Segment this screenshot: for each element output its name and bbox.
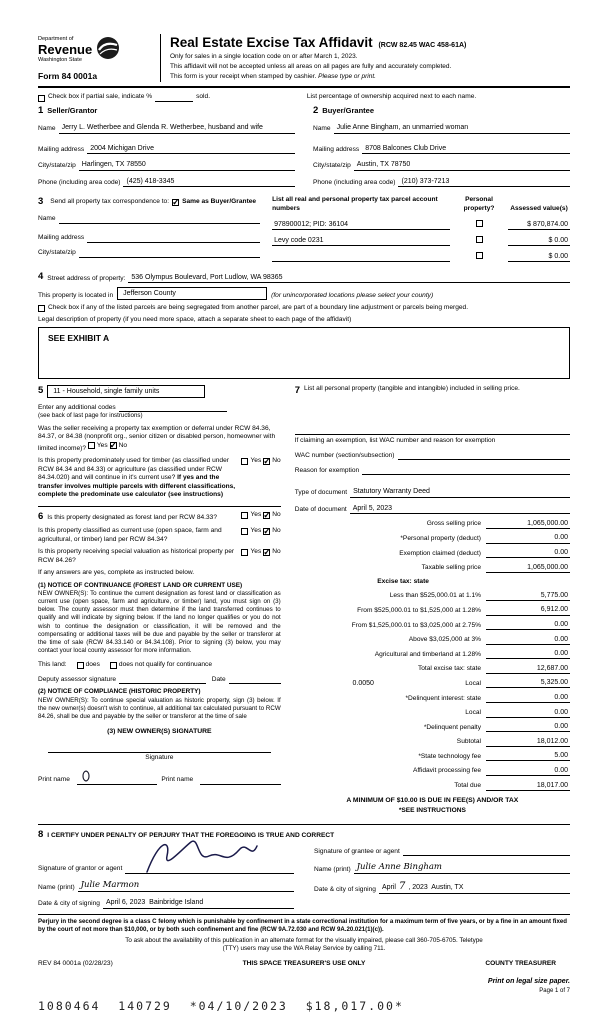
seller-name-input[interactable] [59,123,295,134]
street-address-value: 536 Olympus Boulevard, Port Ludlow, WA 98365 [131,273,283,281]
section-3-number: 3 [38,196,44,208]
new-owner-print-name-input[interactable] [77,769,157,785]
grantor-signature-scribble [139,832,259,876]
land-does-checkbox[interactable] [77,662,84,669]
type-of-document-label: Type of document [294,489,348,497]
header-note-3 [170,73,570,81]
legal-description-box[interactable] [38,327,570,379]
delinquent-interest-state-value[interactable]: 0.00 [486,693,570,703]
buyer-mailing-label: Mailing address [313,145,360,153]
state-technology-fee-value[interactable]: 5.00 [486,751,570,761]
page-title: Real Estate Excise Tax Affidavit [170,35,373,50]
seller-phone-input[interactable] [123,177,295,188]
gross-selling-price-value[interactable]: 1,065,000.00 [486,519,570,529]
grantee-date-rest: , 2023 Austin, TX [408,884,464,892]
grantee-date-month: April [381,884,396,892]
correspondence-label: Send all property tax correspondence to: [50,198,170,206]
delinquent-interest-local-value[interactable]: 0.00 [486,708,570,718]
s6-q2-no-checkbox[interactable] [263,528,270,535]
s6-q3-yes-checkbox[interactable] [241,549,248,556]
no-label: No [272,527,281,535]
buyer-name-input[interactable] [334,123,570,134]
parcel-1-personal-checkbox[interactable] [476,220,483,227]
this-land-label: This land: [38,660,67,668]
treasurer-space-label: THIS SPACE TREASURER'S USE ONLY [242,959,366,967]
section-3 [38,196,570,261]
local-tax-value[interactable]: 5,325.00 [486,678,570,688]
print-on-legal-note: Print on legal size paper. [487,978,570,986]
section-7-number: 7 [294,385,300,397]
tier-1-label: Less than $525,000.01 at 1.1% [389,592,481,600]
no-label: No [272,510,281,518]
new-owner-signature-label: Signature [145,753,174,761]
deputy-assessor-label: Deputy assessor signature [38,675,117,683]
legal-description-value: SEE EXHIBIT A [48,333,110,344]
s6-q2-yes-checkbox[interactable] [241,528,248,535]
perjury-lead: Perjury in the second degree [38,917,122,925]
buyer-phone-input[interactable] [398,177,570,188]
taxable-selling-price-value[interactable]: 1,065,000.00 [486,563,570,573]
personal-property-column-header: Personal property? [463,196,495,212]
parcel-2-personal-checkbox[interactable] [476,236,483,243]
s5-question-2 [38,457,241,500]
grantee-date-input[interactable] [379,880,570,894]
s5-q1-no-checkbox[interactable] [110,442,117,449]
grantee-signing-block [314,841,570,908]
additional-codes-label: Enter any additional codes [38,403,116,411]
seller-mailing-label: Mailing address [38,145,85,153]
delinquent-penalty-label: *Delinquent penalty [423,723,481,731]
local-rate-value: 0.0050 [352,680,374,688]
grantee-date-handwritten-day: 7 [398,881,406,893]
s5-q1-yes-checkbox[interactable] [88,442,95,449]
street-address-input[interactable] [128,273,570,284]
s6-question-3-text: Is this property receiving special valuation as historical property per RCW 84.26? [38,548,235,564]
parcel-table [272,196,570,261]
wac-number-input[interactable] [398,451,571,460]
grantor-name-input[interactable] [78,880,294,892]
deputy-date-label: Date [211,675,226,683]
print-instructions [38,977,570,995]
grantor-name-value: Julie Marmon [80,880,140,891]
deputy-assessor-signature-input[interactable] [119,675,206,684]
legal-description-label: Legal description of property (if you need more space, attach a separate sheet to each page of the affidavit) [38,315,352,323]
total-excise-state-label: Total excise tax: state [417,665,481,673]
no-label: No [118,441,128,449]
s5-q2-yes-checkbox[interactable] [241,458,248,465]
s5-question-1-text: Was the seller receiving a property tax exemption or deferral under RCW 84.36, 84.37, or 84.38 (nonprofit org., senior citizen or disabled person, homeowner with limited income)? [38,424,276,452]
yes-label: Yes [250,548,262,556]
print-name-label: Print name [161,776,194,784]
grantee-name-value: Julie Anne Bingham [356,862,442,873]
assessed-value-column-header: Assessed value(s) [510,204,568,212]
personal-property-deduct-value[interactable]: 0.00 [486,533,570,543]
partial-sale-row [38,93,570,102]
tier-3-label: From $1,525,000.01 to $3,025,000 at 2.75% [351,621,481,629]
seller-mailing-value: 2004 Michigan Drive [90,144,154,152]
partial-sold-label: sold. [196,93,211,101]
title-rcw-reference: (RCW 82.45 WAC 458-61A) [378,42,467,49]
grantor-signature-label: Signature of grantor or agent [38,865,123,873]
parcel-number-input[interactable] [272,253,450,262]
affidavit-processing-fee-label: Affidavit processing fee [412,767,481,775]
yes-label: Yes [96,441,108,449]
county-select[interactable]: Jefferson County [117,287,267,300]
property-class-select[interactable]: 11 - Household, single family units [47,385,205,398]
buyer-csz-label: City/state/zip [313,162,351,170]
section-8-number: 8 [38,829,44,841]
personal-property-label: List all personal property (tangible and intangible) included in selling price. [303,385,520,393]
affidavit-processing-fee-value[interactable]: 0.00 [486,766,570,776]
s5-question-1 [38,425,281,453]
buyer-column [313,105,570,188]
seller-phone-value: (425) 418-3345 [126,177,175,185]
parcel-column-header: List all real and personal property tax parcel account numbers [272,196,438,212]
corr-name-input[interactable] [59,215,260,224]
rev-form-id: REV 84 0001a (02/28/23) [38,959,113,967]
no-label: No [272,548,281,556]
total-due-value[interactable]: 18,017.00 [486,781,570,791]
section-4 [38,271,570,380]
s6-question-1 [38,511,241,523]
agency-state: Washington State [38,56,82,63]
seller-name-label: Name [38,125,56,133]
buyer-phone-value: (210) 373-7213 [401,177,450,185]
personal-property-deduct-label: *Personal property (deduct) [400,535,481,542]
buyer-csz-value: Austin, TX 78750 [356,161,411,169]
section-6-divider [38,506,281,507]
tier-2-value[interactable]: 6,912.00 [486,605,570,615]
section-5-number: 5 [38,385,44,397]
exemption-divider [295,434,570,435]
header [38,34,570,82]
grantor-date-input[interactable] [103,898,294,909]
county-treasurer-label: COUNTY TREASURER [485,959,556,967]
notice-continuance-heading: (1) NOTICE OF CONTINUANCE (FOREST LAND OR CURRENT USE) [38,581,243,589]
buyer-mailing-value: 8708 Balcones Club Drive [365,144,447,152]
total-excise-state-value[interactable]: 12,687.00 [486,664,570,674]
section-6-number: 6 [38,510,44,522]
parcel-number-input[interactable]: Levy code 0231 [272,236,450,246]
agency-block [38,34,160,82]
new-owner-signature-line[interactable] [48,741,271,753]
date-of-document-label: Date of document [294,505,347,513]
right-column [291,385,570,816]
excise-tax-state-heading: Excise tax: state [377,577,429,585]
corr-mailing-label: Mailing address [38,234,85,242]
tier-3-value[interactable]: 0.00 [486,620,570,630]
additional-codes-note: (see back of last page for instructions) [38,412,143,420]
section-4-number: 4 [38,270,44,282]
parcel-row [272,252,570,262]
seller-csz-label: City/state/zip [38,162,76,170]
correspondence-block [38,196,272,261]
buyer-mailing-input[interactable] [362,144,570,155]
perjury-notice [38,914,570,934]
s5-q2-no-checkbox[interactable] [263,458,270,465]
s6-q1-yes-checkbox[interactable] [241,512,248,519]
s6-q3-no-checkbox[interactable] [263,549,270,556]
certification-statement: I CERTIFY UNDER PENALTY OF PERJURY THAT THE FOREGOING IS TRUE AND CORRECT [47,832,335,840]
section-8 [38,824,570,909]
s6-q1-no-checkbox[interactable] [263,512,270,519]
deputy-date-input[interactable] [229,675,281,684]
accessibility-note-line-2: (TTY) users may use the WA Relay Service by calling 711. [222,944,386,952]
agricultural-timberland-value[interactable]: 0.00 [486,649,570,659]
county-note: (for unincorporated locations please select your county) [271,291,434,299]
notice-compliance-text: NEW OWNER(S): To continue special valuation as historic property, sign (3) below. If the new owner(s) doesn't wish to continue, all additional tax calculated pursuant to RCW 84.26, shall be due and payable by the seller or transferor at the time of sale [38,696,281,720]
notice-continuance-text: NEW OWNER(S): To continue the current designation as forest land or classification as current use (open space, farm and agriculture, or timber) land, you must sign on (3) below. The county assessor must then determine if the land transferred continues to qualify and will indicate by signing below. If the land no longer qualifies or you do not wish to continue the designation or classification, it will be removed and the compensating or additional taxes will be due and payable by the seller or transferor at the time of sale (RCW 84.33.140 or 84.34.108). Prior to signing (3) below, you may contact your local county assessor for more information. [38,590,281,654]
corr-name-label: Name [38,215,56,223]
corr-mailing-input[interactable] [87,234,260,243]
yes-label: Yes [250,456,262,464]
buyer-name-value: Julie Anne Bingham, an unmarried woman [336,124,469,132]
minimum-due-note: A MINIMUM OF $10.00 IS DUE IN FEE(S) AND/OR TAX [346,796,519,804]
tier-4-label: Above $3,025,000 at 3% [408,636,481,644]
stray-handwritten-mark [80,769,92,783]
section-2-title: Buyer/Grantee [322,105,374,115]
delinquent-interest-local-label: Local [465,709,481,717]
subtotal-label: Subtotal [456,738,481,746]
grantor-signature-line[interactable] [125,847,294,874]
buyer-csz-input[interactable] [354,160,570,171]
left-column [38,385,291,816]
seller-csz-value: Harlingen, TX 78550 [81,161,146,169]
agricultural-timberland-label: Agricultural and timberland at 1.28% [374,650,481,658]
cashier-stamp: 1080464 140729 *04/10/2023 $18,017.00* [38,999,404,1014]
date-of-document-value: April 5, 2023 [352,504,393,512]
total-due-label: Total due [454,782,481,790]
tier-2-label: From $525,000.01 to $1,525,000 at 1.28% [357,606,481,614]
s6-if-yes-note: If any answers are yes, complete as instructed below. [38,569,195,577]
gross-selling-price-label: Gross selling price [426,520,481,528]
grantee-name-input[interactable] [354,862,570,874]
seller-csz-input[interactable] [79,160,295,171]
land-does-label: does [85,660,100,668]
parties-section [38,105,570,188]
no-label: No [272,456,281,464]
agency-name: Revenue [38,42,93,58]
header-note-3-italic: Please type or print. [318,72,376,80]
additional-codes-input[interactable] [119,403,228,412]
land-does-not-label: does not qualify for continuance [118,660,213,668]
header-note-2: This affidavit will not be accepted unless all areas on all pages are fully and accurately completed. [170,62,452,70]
exemption-label: If claiming an exemption, list WAC number and reason for exemption [294,436,496,444]
notice-compliance-heading: (2) NOTICE OF COMPLIANCE (HISTORIC PROPERTY) [38,688,201,696]
s5-question-2-bold: If yes and the transfer involves multiple parcels with different classifications, complete the predominate use calculator (see instructions) [38,474,236,499]
agency-dept-of: Department of [38,36,74,42]
accessibility-note-line-1: To ask about the availability of this publication in an alternate format for the visually impaired, please call 360-705-6705. Teletype [125,936,483,944]
type-of-document-value: Statutory Warranty Deed [353,488,430,496]
exemption-claimed-value[interactable]: 0.00 [486,548,570,558]
grantor-date-label: Date & city of signing [38,900,100,908]
parcel-3-assessed-value[interactable]: $ 0.00 [508,252,570,262]
seller-phone-label: Phone (including area code) [38,178,121,186]
yes-label: Yes [250,527,262,535]
new-owner-signature-heading: (3) NEW OWNER(S) SIGNATURE [107,727,212,735]
partial-sale-label: Check box if partial sale, indicate % [48,93,153,101]
seller-name-value: Jerry L. Wetherbee and Glenda R. Wetherbee, husband and wife [61,124,263,132]
yes-label: Yes [250,510,262,518]
personal-property-list-area[interactable] [295,398,570,428]
delinquent-penalty-value[interactable]: 0.00 [486,722,570,732]
delinquent-interest-state-label: *Delinquent interest: state [405,694,481,702]
subtotal-value[interactable]: 18,012.00 [486,737,570,747]
parcel-row [272,220,570,230]
segregated-label: Check box if any of the listed parcels are being segregated from another parcel, are part of a boundary line adjustment or parcels being merged. [48,304,469,312]
tier-4-value[interactable]: 0.00 [486,635,570,645]
grantee-signature-line[interactable] [403,847,570,856]
same-as-buyer-checkbox[interactable] [172,199,179,206]
print-name-label: Print name [38,776,70,784]
section-1-title: Seller/Grantor [47,105,98,115]
partial-percent-input[interactable] [155,94,193,102]
grantee-name-label: Name (print) [314,865,351,873]
buyer-phone-label: Phone (including area code) [313,178,396,186]
grantor-signing-block [38,841,294,908]
same-as-buyer-label: Same as Buyer/Grantee [182,198,257,206]
taxable-selling-price-label: Taxable selling price [421,564,481,572]
type-of-document-input[interactable] [350,487,570,498]
footer-row [38,960,570,969]
grantor-name-label: Name (print) [38,883,75,891]
state-technology-fee-label: *State technology fee [418,752,481,760]
buyer-name-label: Name [313,125,331,133]
grantee-signature-label: Signature of grantee or agent [314,847,400,855]
exemption-reason-label: Reason for exemption [294,466,360,474]
tier-1-value[interactable]: 5,775.00 [486,591,570,601]
seller-mailing-input[interactable] [87,144,295,155]
wac-number-label: WAC number (section/subsection) [294,451,395,459]
perjury-rest: is a class C felony which is punishable by confinement in a state correctional institution for a maximum term of five years, or by a fine in an amount fixed by the court of not more than $10,000, or by both such confinement and fine (RCW 9A.72.030 and RCW 9A.20.021(1)(c)). [38,917,567,933]
parcel-1-assessed-value[interactable]: $ 870,874.00 [508,220,570,230]
parcel-row [272,236,570,246]
main-columns [38,385,570,816]
corr-csz-input[interactable] [79,249,260,258]
see-instructions-note: *SEE INSTRUCTIONS [398,807,466,815]
seller-column [38,105,295,188]
parcel-2-assessed-value[interactable]: $ 0.00 [508,236,570,246]
parcel-3-personal-checkbox[interactable] [476,252,483,259]
s6-question-2-text: Is this property classified as current use (open space, farm and agricultural, or timber) land per RCW 84.34? [38,527,222,543]
date-of-document-input[interactable] [350,504,570,515]
exemption-reason-input[interactable] [362,466,570,475]
new-owner-print-name-input-2[interactable] [200,776,280,785]
s5-question-2-text: Is this property predominately used for timber (as classified under RCW 84.34 and 84.33) or agriculture (as classified under RCW 84.34.020) and will continue in it's current use? [38,456,229,482]
title-block [160,34,570,82]
located-in-label: This property is located in [38,291,114,299]
section-2-number: 2 [313,104,319,116]
partial-sale-checkbox[interactable] [38,95,45,102]
form-number: Form 84 0001a [38,71,98,82]
street-address-label: Street address of property: [47,274,126,282]
s6-question-1-text: Is this property designated as forest land per RCW 84.33? [47,513,217,521]
local-tax-label: Local [465,679,481,687]
grantor-date-value: April 6, 2023 Bainbridge Island [105,899,204,907]
segregated-checkbox[interactable] [38,305,45,312]
dor-logo-icon [96,36,120,60]
header-note-3-text: This form is your receipt when stamped by cashier. [170,72,319,80]
land-does-not-checkbox[interactable] [110,662,117,669]
ownership-percentage-note: List percentage of ownership acquired next to each name. [306,93,477,101]
page-indicator: Page 1 of 7 [539,987,570,994]
corr-csz-label: City/state/zip [38,249,76,257]
exemption-claimed-label: Exemption claimed (deduct) [399,549,481,557]
parcel-number-input[interactable]: 978900012; PID: 36104 [272,220,450,230]
header-divider [38,86,570,88]
grantee-date-label: Date & city of signing [314,885,376,893]
header-note-1: Only for sales in a single location code on or after March 1, 2023. [170,53,358,61]
section-1-number: 1 [38,104,44,116]
